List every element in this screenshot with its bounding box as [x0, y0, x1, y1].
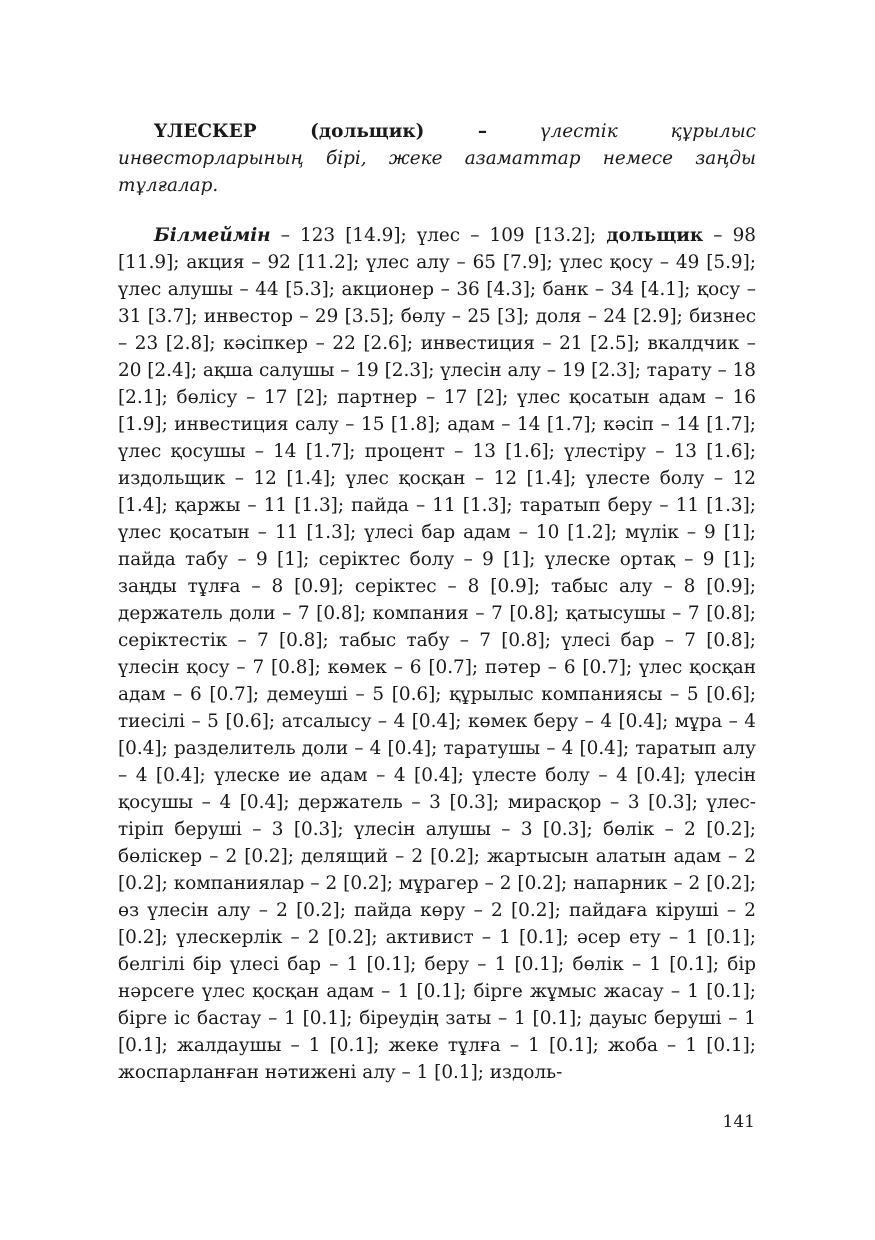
page-number: 141 [722, 1112, 755, 1132]
lead-response: Білмеймін [154, 225, 271, 246]
responses-paragraph [118, 222, 756, 1086]
body-text [118, 118, 756, 1086]
responses-part-1: – 123 [14.9]; үлес – 109 [13.2]; [270, 225, 607, 246]
responses-part-2: – 98 [11.9]; акция – 92 [11.2]; үлес алу – 65 [7.9]; үлес қосу – 49 [5.9]; үлес алушы – 44 [5.3]; акционер – 36 [4.3]; банк – 34 [4.1]; қосу – 31 [3.7]; инвестор – 29 [3.5]; бөлу – 25 [3]; доля – 24 [2.9]; бизнес – 23 [2.8]; кәсіпкер – 22 [2.6]; инвестиция – 21 [2.5]; вкалдчик – 20 [2.4]; ақша салушы – 19 [2.3]; үлесін алу – 19 [2.3]; тарату – 18 [2.1]; бөлісу – 17 [2]; партнер – 17 [2]; үлес қосатын адам – 16 [1.9]; инвестиция салу – 15 [1.8]; адам – 14 [1.7]; кәсіп – 14 [1.7]; үлес қосушы – 14 [1.7]; процент – 13 [1.6]; үлестіру – 13 [1.6]; издольщик – 12 [1.4]; үлес қосқан – 12 [1.4]; үлесте болу – 12 [1.4]; қаржы – 11 [1.3]; пайда – 11 [1.3]; таратып беру – 11 [1.3]; үлес қосатын – 11 [1.3]; үлесі бар адам – 10 [1.2]; мүлік – 9 [1]; пайда табу – 9 [1]; серіктес болу – 9 [1]; үлеске ортақ – 9 [1]; заңды тұлға – 8 [0.9]; серіктес – 8 [0.9]; табыс алу – 8 [0.9]; держатель доли – 7 [0.8]; компания – 7 [0.8]; қатысушы – 7 [0.8]; серіктестік – 7 [0.8]; табыс табу – 7 [0.8]; үлесі бар – 7 [0.8]; үлесін қосу – 7 [0.8]; көмек – 6 [0.7]; пәтер – 6 [0.7]; үлес қосқан адам – 6 [0.7]; демеуші – 5 [0.6]; құрылыс компаниясы – 5 [0.6]; тиесілі – 5 [0.6]; атсалысу – 4 [0.4]; көмек беру – 4 [0.4]; мұра – 4 [0.4]; разделитель доли – 4 [0.4]; таратушы – 4 [0.4]; таратып алу – 4 [0.4]; үлеске ие адам – 4 [0.4]; үлесте болу – 4 [0.4]; үлесін қосушы – 4 [0.4]; держатель – 3 [0.3]; мирасқор – 3 [0.3]; үлестіріп беруші – 3 [0.3]; үлесін алушы – 3 [0.3]; бөлік – 2 [0.2]; бөліскер – 2 [0.2]; делящий – 2 [0.2]; жартысын алатын адам – 2 [0.2]; компаниялар – 2 [0.2]; мұрагер – 2 [0.2]; напарник – 2 [0.2]; өз үлесін алу – 2 [0.2]; пайда көру – 2 [0.2]; пайдаға кіруші – 2 [0.2]; үлескерлік – 2 [0.2]; активист – 1 [0.1]; әсер ету – 1 [0.1]; белгілі бір үлесі бар – 1 [0.1]; беру – 1 [0.1]; бөлік – 1 [0.1]; бір нәрсеге үлес қосқан адам – 1 [0.1]; бірге жұмыс жасау – 1 [0.1]; бірге іс бастау – 1 [0.1]; біреудің заты – 1 [0.1]; дауыс беруші – 1 [0.1]; жалдаушы – 1 [0.1]; жеке тұлға – 1 [0.1]; жоба – 1 [0.1]; жоспарланған нәтижені алу – 1 [0.1]; издоль- [118, 225, 757, 1083]
headword: ҮЛЕСКЕР (дольщик) – [154, 121, 488, 142]
definition-gloss: үлестік құрылыс инвесторларының бірі, жеке азаматтар немесе заңды тұлғалар. [118, 121, 756, 196]
bold-response: дольщик [606, 225, 704, 246]
definition-paragraph [118, 118, 756, 199]
